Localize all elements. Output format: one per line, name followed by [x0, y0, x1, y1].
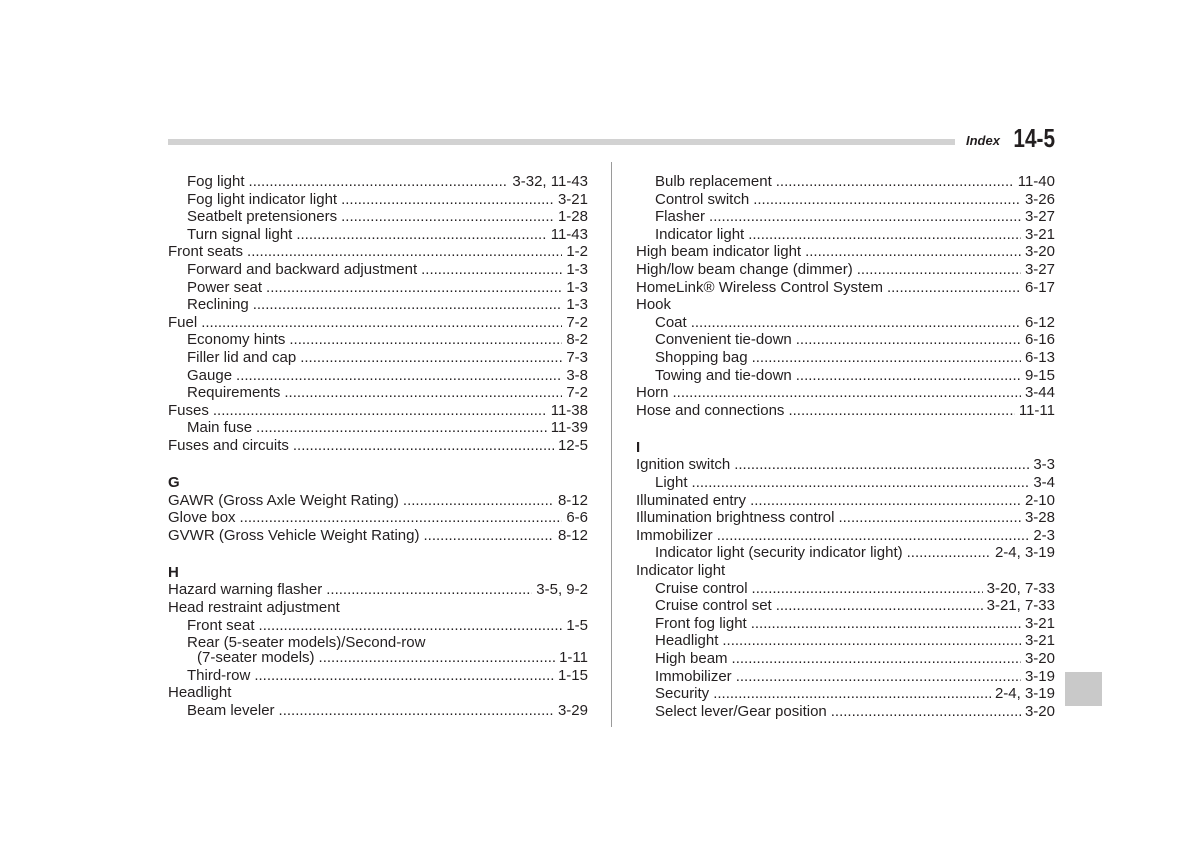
entry-term: Cruise control set — [655, 597, 772, 615]
entry-term: Head restraint adjustment — [168, 599, 340, 617]
entry-page-ref: 6-13 — [1024, 348, 1055, 366]
entry-term: Fuses — [168, 401, 209, 419]
entry-term: Ignition switch — [636, 456, 731, 474]
entry-term: (7-seater models) — [197, 649, 315, 667]
dot-leader — [796, 331, 1021, 349]
entry-page-ref: 3-4 — [1033, 474, 1055, 491]
index-subentry — [168, 649, 588, 667]
entry-page-ref: 6-6 — [566, 509, 588, 527]
chapter-thumb-tab — [1065, 672, 1102, 706]
dot-leader — [236, 367, 562, 385]
dot-leader — [692, 474, 1030, 492]
entry-term: Beam leveler — [187, 702, 275, 720]
dot-leader — [788, 402, 1014, 420]
dot-leader — [256, 419, 547, 437]
entry-term: Indicator light (security indicator light) — [655, 544, 903, 562]
entry-term: Seatbelt pretensioners — [187, 208, 338, 226]
entry-page-ref: 11-43 — [550, 225, 588, 243]
index-subentry — [636, 544, 1055, 562]
entry-page-ref: 3-20 — [1024, 243, 1055, 261]
index-subentry — [168, 667, 588, 685]
index-subentry — [168, 617, 588, 635]
entry-term: Indicator light — [655, 225, 745, 243]
entry-term: High/low beam change (dimmer) — [636, 260, 853, 278]
entry-page-ref: 2-4, 3-19 — [994, 685, 1055, 703]
dot-leader — [421, 261, 562, 279]
index-entry — [168, 243, 588, 261]
index-subentry — [168, 367, 588, 385]
entry-term: Rear (5-seater models)/Second-row — [187, 634, 426, 652]
entry-term: Main fuse — [187, 419, 253, 437]
entry-term: Front seats — [168, 243, 244, 261]
entry-page-ref: 2-3 — [1033, 526, 1055, 544]
entry-page-ref: 3-21 — [1024, 614, 1055, 632]
dot-leader — [341, 191, 554, 209]
entry-term: Gauge — [187, 366, 233, 384]
entry-term: Security — [655, 685, 710, 703]
entry-page-ref: 11-39 — [550, 419, 588, 437]
index-subentry — [636, 650, 1055, 668]
index-subentry — [168, 279, 588, 297]
column-divider — [611, 162, 612, 727]
entry-term: Towing and tie-down — [655, 366, 792, 384]
entry-page-ref: 3-3 — [1033, 456, 1055, 474]
dot-leader — [423, 527, 553, 545]
index-letter-heading: G — [168, 474, 180, 491]
index-subentry — [168, 191, 588, 209]
dot-leader — [403, 492, 554, 510]
entry-term: Fuses and circuits — [168, 436, 289, 454]
dot-leader — [751, 615, 1021, 633]
entry-term: Hazard warning flasher — [168, 581, 323, 599]
header-rule — [168, 139, 955, 145]
dot-leader — [254, 667, 554, 685]
entry-page-ref: 11-40 — [1017, 173, 1055, 190]
index-subentry — [636, 331, 1055, 349]
entry-term: Hose and connections — [636, 401, 785, 419]
entry-page-ref: 7-3 — [566, 348, 588, 366]
entry-page-ref: 3-21 — [1024, 225, 1055, 243]
entry-page-ref: 6-12 — [1024, 313, 1055, 331]
entry-term: Front fog light — [655, 614, 747, 632]
index-subentry — [168, 384, 588, 402]
section-title: Index — [966, 133, 1000, 148]
index-entry — [636, 296, 1055, 314]
entry-term: Light — [655, 474, 688, 491]
entry-term: Economy hints — [187, 331, 286, 349]
dot-leader — [734, 456, 1029, 474]
index-subentry — [636, 208, 1055, 226]
index-subentry — [168, 702, 588, 720]
entry-page-ref: 3-19 — [1024, 667, 1055, 685]
dot-leader — [319, 649, 556, 667]
index-entry — [168, 599, 588, 617]
entry-page-ref: 1-3 — [566, 278, 588, 296]
entry-term: Shopping bag — [655, 348, 748, 366]
dot-leader — [296, 226, 546, 244]
dot-leader — [240, 509, 563, 527]
entry-page-ref: 11-11 — [1018, 401, 1055, 419]
dot-leader — [293, 437, 554, 455]
index-subentry — [636, 632, 1055, 650]
entry-page-ref: 1-5 — [566, 616, 588, 634]
index-column-right — [636, 173, 1055, 720]
entry-term: Fog light — [187, 173, 245, 190]
entry-page-ref: 9-15 — [1024, 366, 1055, 384]
dot-leader — [249, 173, 509, 191]
entry-term: Convenient tie-down — [655, 331, 792, 349]
entry-term: Forward and backward adjustment — [187, 260, 418, 278]
dot-leader — [201, 314, 562, 332]
index-subentry — [636, 685, 1055, 703]
dot-leader — [748, 226, 1021, 244]
entry-page-ref: 2-10 — [1024, 491, 1055, 509]
entry-page-ref: 8-12 — [557, 491, 588, 509]
entry-page-ref: 6-16 — [1024, 331, 1055, 349]
dot-leader — [713, 685, 991, 703]
entry-page-ref: 3-28 — [1024, 509, 1055, 527]
entry-term: Fog light indicator light — [187, 190, 338, 208]
index-entry — [168, 314, 588, 332]
index-subentry — [636, 367, 1055, 385]
index-entry — [168, 581, 588, 599]
entry-page-ref: 3-8 — [566, 366, 588, 384]
entry-term: Indicator light — [636, 561, 726, 579]
index-entry — [636, 243, 1055, 261]
dot-leader — [753, 191, 1021, 209]
entry-page-ref: 1-3 — [566, 296, 588, 314]
entry-term: Headlight — [655, 632, 719, 650]
dot-leader — [284, 384, 562, 402]
index-subentry — [168, 419, 588, 437]
index-subentry — [168, 226, 588, 244]
index-subentry — [168, 173, 588, 191]
dot-leader — [838, 509, 1021, 527]
index-subentry — [636, 615, 1055, 633]
index-subentry — [636, 474, 1055, 492]
dot-leader — [887, 279, 1021, 297]
dot-leader — [907, 544, 991, 562]
entry-term: Bulb replacement — [655, 173, 772, 190]
index-entry — [636, 261, 1055, 279]
index-column-left — [168, 173, 588, 720]
dot-leader — [253, 296, 563, 314]
entry-page-ref: 3-20 — [1024, 702, 1055, 720]
index-entry — [168, 509, 588, 527]
index-entry — [168, 684, 588, 702]
page-number: 14-5 — [1013, 123, 1055, 153]
index-entry — [636, 456, 1055, 474]
entry-page-ref: 8-2 — [566, 331, 588, 349]
dot-leader — [776, 597, 983, 615]
entry-page-ref: 2-4, 3-19 — [994, 544, 1055, 562]
dot-leader — [752, 349, 1021, 367]
entry-term: Reclining — [187, 296, 249, 314]
entry-page-ref: 3-21 — [557, 190, 588, 208]
index-subentry — [168, 331, 588, 349]
entry-page-ref: 8-12 — [557, 526, 588, 544]
entry-term: Illuminated entry — [636, 491, 747, 509]
entry-term: GAWR (Gross Axle Weight Rating) — [168, 491, 399, 509]
entry-term: Turn signal light — [187, 225, 293, 243]
dot-leader — [752, 580, 983, 598]
index-subentry — [636, 668, 1055, 686]
entry-term: Fuel — [168, 313, 198, 331]
index-subentry — [636, 703, 1055, 721]
index-subentry — [168, 261, 588, 279]
dot-leader — [300, 349, 562, 367]
entry-page-ref: 7-2 — [566, 313, 588, 331]
index-entry — [636, 527, 1055, 545]
entry-page-ref: 3-21, 7-33 — [986, 597, 1055, 615]
dot-leader — [722, 632, 1021, 650]
entry-term: Coat — [655, 313, 687, 331]
entry-term: Front seat — [187, 616, 255, 634]
index-subentry — [636, 597, 1055, 615]
index-entry — [636, 402, 1055, 420]
entry-term: Horn — [636, 384, 669, 402]
entry-page-ref: 3-5, 9-2 — [536, 581, 588, 599]
dot-leader — [717, 527, 1030, 545]
dot-leader — [709, 208, 1021, 226]
entry-term: Control switch — [655, 190, 750, 208]
index-entry — [636, 384, 1055, 402]
dot-leader — [796, 367, 1021, 385]
index-entry — [168, 492, 588, 510]
entry-page-ref: 12-5 — [557, 436, 588, 454]
entry-term: Glove box — [168, 509, 236, 527]
entry-page-ref: 3-29 — [557, 702, 588, 720]
index-entry — [636, 279, 1055, 297]
entry-term: High beam indicator light — [636, 243, 802, 261]
entry-page-ref: 3-32, 11-43 — [512, 173, 588, 190]
entry-page-ref: 3-20 — [1024, 649, 1055, 667]
dot-leader — [279, 702, 554, 720]
index-entry — [168, 527, 588, 545]
index-entry — [636, 562, 1055, 580]
entry-page-ref: 1-11 — [559, 649, 588, 667]
index-letter-heading: I — [636, 438, 641, 456]
entry-page-ref: 1-2 — [566, 243, 588, 261]
dot-leader — [341, 208, 554, 226]
index-subentry — [636, 349, 1055, 367]
entry-page-ref: 3-27 — [1024, 208, 1055, 226]
entry-page-ref: 3-27 — [1024, 260, 1055, 278]
entry-page-ref: 3-26 — [1024, 190, 1055, 208]
entry-term: Third-row — [187, 666, 251, 684]
entry-page-ref: 1-3 — [566, 260, 588, 278]
dot-leader — [831, 703, 1021, 721]
entry-term: High beam — [655, 649, 728, 667]
entry-term: Select lever/Gear position — [655, 702, 827, 720]
entry-term: Immobilizer — [655, 667, 732, 685]
dot-leader — [673, 384, 1021, 402]
dot-leader — [691, 314, 1021, 332]
dot-leader — [213, 402, 547, 420]
dot-leader — [750, 492, 1021, 510]
dot-leader — [776, 173, 1014, 191]
entry-term: GVWR (Gross Vehicle Weight Rating) — [168, 526, 420, 544]
dot-leader — [259, 617, 563, 635]
entry-page-ref: 3-44 — [1024, 384, 1055, 402]
index-subentry — [168, 296, 588, 314]
index-entry — [636, 492, 1055, 510]
dot-leader — [326, 581, 532, 599]
index-entry — [636, 509, 1055, 527]
entry-term: HomeLink® Wireless Control System — [636, 278, 883, 296]
entry-page-ref: 3-21 — [1024, 632, 1055, 650]
index-subentry — [636, 580, 1055, 598]
entry-term: Hook — [636, 296, 672, 314]
entry-page-ref: 1-15 — [557, 666, 588, 684]
index-entry — [168, 402, 588, 420]
index-subentry — [168, 349, 588, 367]
entry-term: Immobilizer — [636, 526, 713, 544]
entry-page-ref: 1-28 — [557, 208, 588, 226]
index-entry — [168, 437, 588, 455]
entry-page-ref: 7-2 — [566, 384, 588, 402]
dot-leader — [857, 261, 1021, 279]
index-subentry — [636, 226, 1055, 244]
dot-leader — [289, 331, 562, 349]
entry-page-ref: 6-17 — [1024, 278, 1055, 296]
dot-leader — [732, 650, 1021, 668]
entry-term: Filler lid and cap — [187, 348, 297, 366]
entry-term: Cruise control — [655, 579, 748, 597]
entry-term: Headlight — [168, 684, 232, 702]
dot-leader — [736, 668, 1021, 686]
index-subentry — [636, 173, 1055, 191]
entry-term: Power seat — [187, 278, 263, 296]
index-subentry — [636, 191, 1055, 209]
index-letter-heading: H — [168, 563, 179, 581]
entry-page-ref: 11-38 — [550, 401, 588, 419]
dot-leader — [247, 243, 562, 261]
entry-term: Flasher — [655, 208, 706, 226]
dot-leader — [266, 279, 562, 297]
dot-leader — [805, 243, 1021, 261]
entry-page-ref: 3-20, 7-33 — [986, 579, 1055, 597]
entry-term: Requirements — [187, 384, 281, 402]
entry-term: Illumination brightness control — [636, 509, 835, 527]
index-subentry — [168, 208, 588, 226]
index-subentry — [636, 314, 1055, 332]
